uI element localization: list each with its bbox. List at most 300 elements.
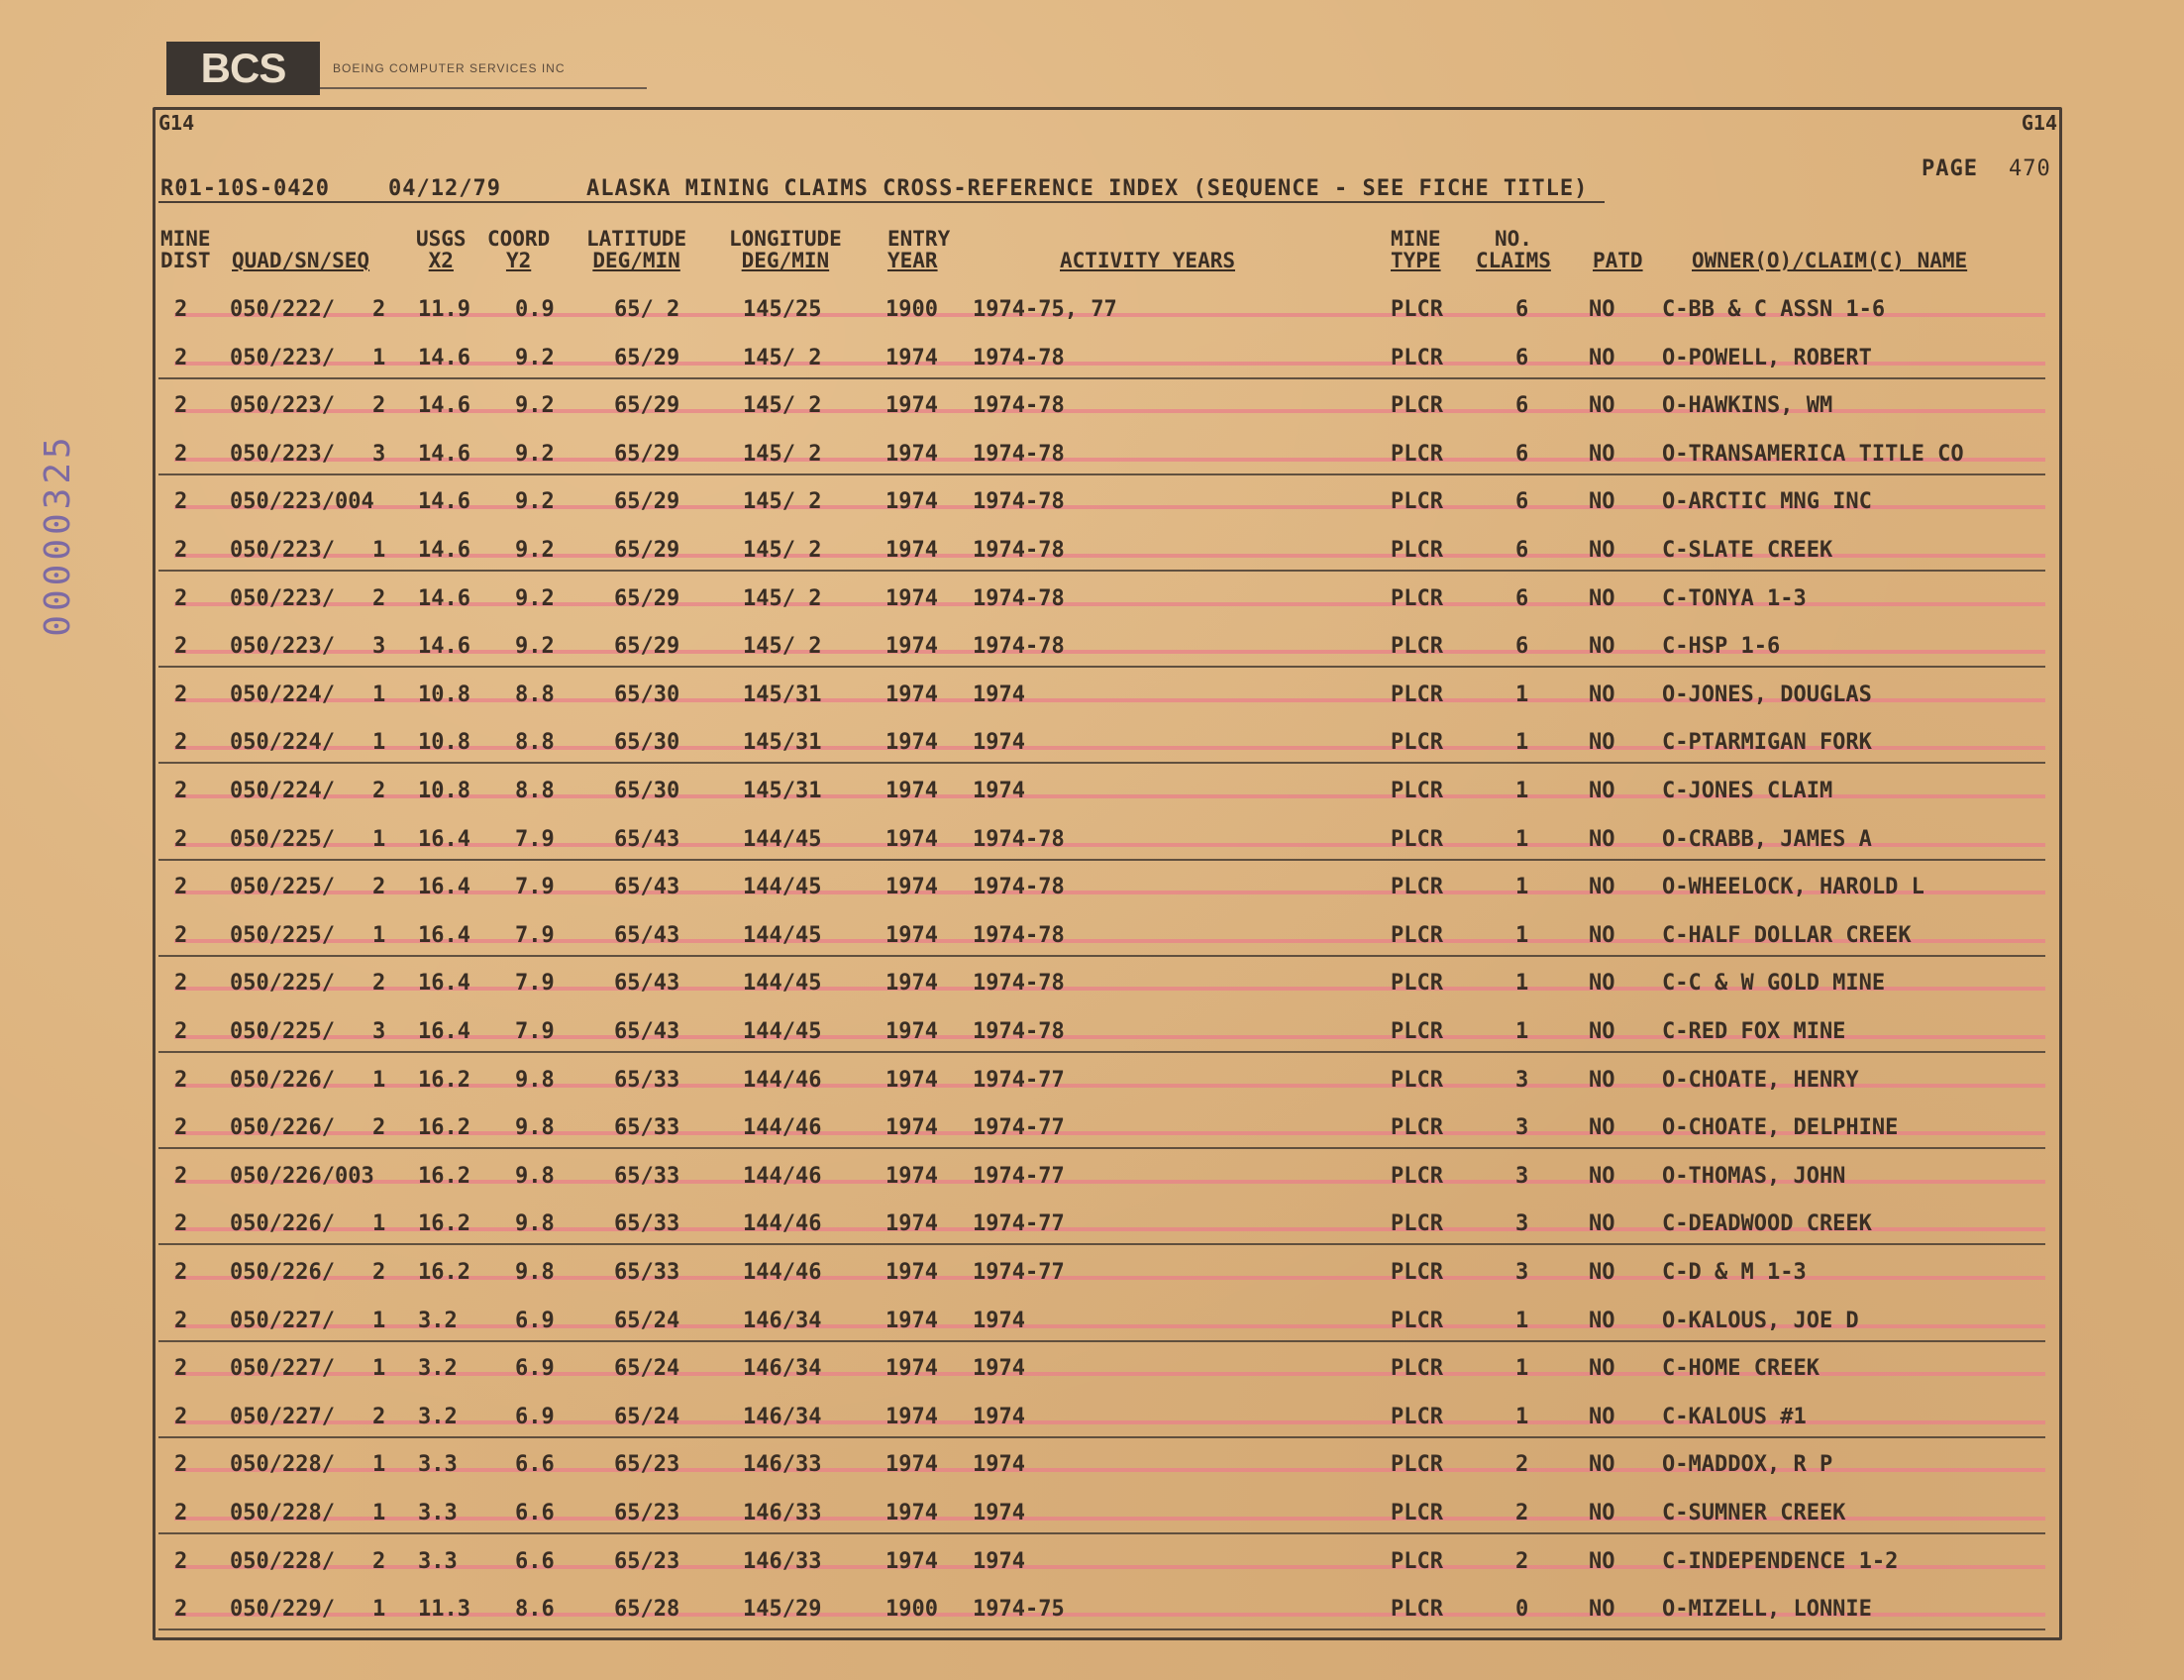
cell-longitude: 145/25 xyxy=(743,297,822,322)
page-label: PAGE xyxy=(1922,157,1978,181)
cell-claims: 3 xyxy=(1515,1260,1529,1285)
cell-x2: 10.8 xyxy=(418,682,470,707)
cell-y2: 9.8 xyxy=(515,1115,555,1141)
cell-latitude: 65/29 xyxy=(614,441,680,467)
row-rule xyxy=(158,473,2045,475)
cell-claims: 1 xyxy=(1515,779,1529,803)
cell-x2: 14.6 xyxy=(418,585,470,611)
table-row xyxy=(0,1105,2184,1153)
cell-y2: 9.2 xyxy=(515,585,555,611)
cell-entry-year: 1900 xyxy=(885,1597,938,1623)
cell-seq: 1 xyxy=(372,345,386,370)
cell-quad: 050/223/004 xyxy=(230,489,374,515)
cell-mine-type: PLCR xyxy=(1391,538,1443,563)
cell-dist: 2 xyxy=(174,1404,188,1429)
cell-patd: NO xyxy=(1589,730,1615,756)
table-row xyxy=(0,624,2184,672)
cell-quad: 050/225/ xyxy=(230,826,335,852)
cell-owner-claim-name: O-JONES, DOUGLAS xyxy=(1662,682,1872,707)
cell-patd: NO xyxy=(1589,345,1615,370)
cell-patd: NO xyxy=(1589,971,1615,997)
cell-activity-years: 1974 xyxy=(973,1548,1025,1574)
cell-patd: NO xyxy=(1589,489,1615,515)
cell-seq: 2 xyxy=(372,1260,386,1285)
row-rule xyxy=(158,377,2045,379)
cell-dist: 2 xyxy=(174,826,188,852)
cell-dist: 2 xyxy=(174,1356,188,1382)
cell-mine-type: PLCR xyxy=(1391,826,1443,852)
cell-dist: 2 xyxy=(174,1260,188,1285)
cell-x2: 14.6 xyxy=(418,489,470,515)
cell-activity-years: 1974-78 xyxy=(973,1019,1065,1044)
cell-y2: 7.9 xyxy=(515,1019,555,1044)
table-row xyxy=(0,1058,2184,1105)
cell-claims: 6 xyxy=(1515,538,1529,563)
cell-mine-type: PLCR xyxy=(1391,1115,1443,1141)
cell-entry-year: 1974 xyxy=(885,1260,938,1285)
cell-mine-type: PLCR xyxy=(1391,1404,1443,1429)
row-rule xyxy=(158,570,2045,572)
cell-longitude: 145/ 2 xyxy=(743,345,822,370)
cell-seq: 2 xyxy=(372,971,386,997)
cell-dist: 2 xyxy=(174,1548,188,1574)
cell-latitude: 65/30 xyxy=(614,682,680,707)
cell-y2: 0.9 xyxy=(515,297,555,322)
cell-latitude: 65/24 xyxy=(614,1356,680,1382)
cell-longitude: 146/34 xyxy=(743,1404,822,1429)
col-header-coord: COORD Y2 xyxy=(487,227,551,272)
cell-entry-year: 1974 xyxy=(885,1067,938,1093)
cell-seq: 3 xyxy=(372,1019,386,1044)
cell-claims: 1 xyxy=(1515,875,1529,900)
cell-latitude: 65/43 xyxy=(614,922,680,948)
cell-longitude: 145/31 xyxy=(743,779,822,803)
cell-y2: 9.2 xyxy=(515,441,555,467)
cell-claims: 3 xyxy=(1515,1067,1529,1093)
table-row xyxy=(0,432,2184,479)
cell-claims: 6 xyxy=(1515,297,1529,322)
cell-claims: 1 xyxy=(1515,1019,1529,1044)
cell-mine-type: PLCR xyxy=(1391,1019,1443,1044)
table-row xyxy=(0,1299,2184,1346)
cell-dist: 2 xyxy=(174,1597,188,1623)
cell-claims: 2 xyxy=(1515,1548,1529,1574)
cell-y2: 8.8 xyxy=(515,730,555,756)
cell-entry-year: 1974 xyxy=(885,730,938,756)
cell-seq: 2 xyxy=(372,585,386,611)
cell-patd: NO xyxy=(1589,1308,1615,1333)
cell-x2: 3.3 xyxy=(418,1452,458,1478)
cell-owner-claim-name: C-JONES CLAIM xyxy=(1662,779,1833,803)
cell-entry-year: 1974 xyxy=(885,489,938,515)
cell-claims: 6 xyxy=(1515,489,1529,515)
cell-longitude: 144/46 xyxy=(743,1211,822,1237)
cell-dist: 2 xyxy=(174,730,188,756)
cell-activity-years: 1974-77 xyxy=(973,1067,1065,1093)
cell-patd: NO xyxy=(1589,1115,1615,1141)
cell-entry-year: 1974 xyxy=(885,682,938,707)
cell-quad: 050/224/ xyxy=(230,682,335,707)
cell-mine-type: PLCR xyxy=(1391,922,1443,948)
cell-patd: NO xyxy=(1589,922,1615,948)
cell-owner-claim-name: C-TONYA 1-3 xyxy=(1662,585,1807,611)
table-row xyxy=(0,528,2184,576)
cell-quad: 050/224/ xyxy=(230,779,335,803)
cell-longitude: 144/46 xyxy=(743,1163,822,1189)
cell-seq: 3 xyxy=(372,441,386,467)
cell-x2: 16.4 xyxy=(418,875,470,900)
cell-mine-type: PLCR xyxy=(1391,971,1443,997)
cell-y2: 6.6 xyxy=(515,1548,555,1574)
cell-activity-years: 1974 xyxy=(973,730,1025,756)
cell-y2: 8.6 xyxy=(515,1597,555,1623)
cell-seq: 3 xyxy=(372,634,386,660)
cell-quad: 050/226/ xyxy=(230,1211,335,1237)
cell-activity-years: 1974-78 xyxy=(973,875,1065,900)
cell-longitude: 145/31 xyxy=(743,682,822,707)
cell-activity-years: 1974-75 xyxy=(973,1597,1065,1623)
cell-quad: 050/226/ xyxy=(230,1260,335,1285)
cell-y2: 8.8 xyxy=(515,779,555,803)
cell-y2: 7.9 xyxy=(515,875,555,900)
cell-y2: 9.2 xyxy=(515,538,555,563)
cell-activity-years: 1974-78 xyxy=(973,345,1065,370)
cell-dist: 2 xyxy=(174,682,188,707)
table-row xyxy=(0,1395,2184,1442)
cell-entry-year: 1974 xyxy=(885,1501,938,1525)
cell-entry-year: 1974 xyxy=(885,1115,938,1141)
table-row xyxy=(0,287,2184,335)
cell-latitude: 65/33 xyxy=(614,1067,680,1093)
table-row xyxy=(0,961,2184,1008)
table-row xyxy=(0,336,2184,383)
cell-seq: 1 xyxy=(372,682,386,707)
cell-x2: 3.3 xyxy=(418,1548,458,1574)
row-rule xyxy=(158,1628,2045,1630)
cell-activity-years: 1974-77 xyxy=(973,1260,1065,1285)
cell-x2: 11.9 xyxy=(418,297,470,322)
cell-longitude: 145/ 2 xyxy=(743,585,822,611)
bcs-logo: BCS xyxy=(166,42,320,95)
cell-claims: 6 xyxy=(1515,393,1529,419)
cell-dist: 2 xyxy=(174,922,188,948)
cell-patd: NO xyxy=(1589,1548,1615,1574)
cell-y2: 6.9 xyxy=(515,1404,555,1429)
cell-quad: 050/223/ xyxy=(230,634,335,660)
cell-longitude: 144/45 xyxy=(743,922,822,948)
cell-dist: 2 xyxy=(174,875,188,900)
row-rule xyxy=(158,1436,2045,1438)
cell-latitude: 65/30 xyxy=(614,730,680,756)
cell-latitude: 65/33 xyxy=(614,1163,680,1189)
cell-longitude: 145/ 2 xyxy=(743,634,822,660)
cell-owner-claim-name: C-HSP 1-6 xyxy=(1662,634,1781,660)
row-rule xyxy=(158,1532,2045,1534)
cell-activity-years: 1974 xyxy=(973,1501,1025,1525)
cell-owner-claim-name: O-ARCTIC MNG INC xyxy=(1662,489,1872,515)
cell-dist: 2 xyxy=(174,489,188,515)
table-row xyxy=(0,913,2184,961)
table-row xyxy=(0,1154,2184,1202)
cell-entry-year: 1974 xyxy=(885,393,938,419)
cell-dist: 2 xyxy=(174,585,188,611)
cell-claims: 6 xyxy=(1515,345,1529,370)
table-row xyxy=(0,1202,2184,1249)
cell-mine-type: PLCR xyxy=(1391,345,1443,370)
cell-claims: 3 xyxy=(1515,1211,1529,1237)
cell-longitude: 146/33 xyxy=(743,1548,822,1574)
cell-seq: 2 xyxy=(372,875,386,900)
cell-owner-claim-name: C-INDEPENDENCE 1-2 xyxy=(1662,1548,1899,1574)
cell-dist: 2 xyxy=(174,441,188,467)
cell-owner-claim-name: C-SUMNER CREEK xyxy=(1662,1501,1846,1525)
cell-longitude: 144/46 xyxy=(743,1115,822,1141)
cell-dist: 2 xyxy=(174,971,188,997)
cell-mine-type: PLCR xyxy=(1391,1501,1443,1525)
cell-patd: NO xyxy=(1589,826,1615,852)
table-row xyxy=(0,817,2184,865)
cell-seq: 2 xyxy=(372,297,386,322)
cell-patd: NO xyxy=(1589,634,1615,660)
cell-owner-claim-name: C-SLATE CREEK xyxy=(1662,538,1833,563)
cell-activity-years: 1974-78 xyxy=(973,634,1065,660)
cell-patd: NO xyxy=(1589,682,1615,707)
cell-quad: 050/229/ xyxy=(230,1597,335,1623)
col-header-activity-years: ACTIVITY YEARS xyxy=(1060,249,1236,272)
cell-latitude: 65/ 2 xyxy=(614,297,680,322)
company-name: BOEING COMPUTER SERVICES INC xyxy=(333,61,566,75)
cell-owner-claim-name: O-TRANSAMERICA TITLE CO xyxy=(1662,441,1964,467)
cell-entry-year: 1974 xyxy=(885,1211,938,1237)
table-row xyxy=(0,673,2184,720)
cell-longitude: 145/ 2 xyxy=(743,489,822,515)
cell-claims: 3 xyxy=(1515,1115,1529,1141)
cell-patd: NO xyxy=(1589,1356,1615,1382)
cell-patd: NO xyxy=(1589,1019,1615,1044)
cell-x2: 10.8 xyxy=(418,730,470,756)
cell-x2: 16.4 xyxy=(418,1019,470,1044)
cell-patd: NO xyxy=(1589,1163,1615,1189)
table-row xyxy=(0,577,2184,624)
cell-dist: 2 xyxy=(174,1308,188,1333)
cell-dist: 2 xyxy=(174,1163,188,1189)
cell-mine-type: PLCR xyxy=(1391,1067,1443,1093)
cell-latitude: 65/43 xyxy=(614,1019,680,1044)
cell-activity-years: 1974-78 xyxy=(973,441,1065,467)
cell-mine-type: PLCR xyxy=(1391,1163,1443,1189)
cell-x2: 16.4 xyxy=(418,826,470,852)
cell-mine-type: PLCR xyxy=(1391,1452,1443,1478)
cell-mine-type: PLCR xyxy=(1391,297,1443,322)
cell-mine-type: PLCR xyxy=(1391,441,1443,467)
cell-longitude: 145/ 2 xyxy=(743,393,822,419)
cell-owner-claim-name: O-CHOATE, DELPHINE xyxy=(1662,1115,1899,1141)
col-header-owner-claim: OWNER(O)/CLAIM(C) NAME xyxy=(1692,249,1968,272)
cell-activity-years: 1974 xyxy=(973,1308,1025,1333)
row-rule xyxy=(158,1147,2045,1149)
cell-y2: 9.8 xyxy=(515,1163,555,1189)
cell-activity-years: 1974 xyxy=(973,682,1025,707)
cell-owner-claim-name: O-MADDOX, R P xyxy=(1662,1452,1833,1478)
cell-quad: 050/223/ xyxy=(230,345,335,370)
cell-latitude: 65/23 xyxy=(614,1452,680,1478)
cell-claims: 1 xyxy=(1515,1308,1529,1333)
cell-patd: NO xyxy=(1589,875,1615,900)
cell-entry-year: 1974 xyxy=(885,345,938,370)
cell-entry-year: 1974 xyxy=(885,634,938,660)
table-row xyxy=(0,1346,2184,1394)
cell-claims: 1 xyxy=(1515,971,1529,997)
cell-patd: NO xyxy=(1589,1260,1615,1285)
report-date: 04/12/79 xyxy=(388,176,501,201)
cell-dist: 2 xyxy=(174,1067,188,1093)
cell-x2: 16.2 xyxy=(418,1163,470,1189)
cell-latitude: 65/43 xyxy=(614,971,680,997)
cell-mine-type: PLCR xyxy=(1391,585,1443,611)
cell-owner-claim-name: C-C & W GOLD MINE xyxy=(1662,971,1886,997)
cell-dist: 2 xyxy=(174,779,188,803)
cell-mine-type: PLCR xyxy=(1391,875,1443,900)
cell-quad: 050/225/ xyxy=(230,971,335,997)
cell-quad: 050/224/ xyxy=(230,730,335,756)
cell-latitude: 65/29 xyxy=(614,538,680,563)
cell-latitude: 65/24 xyxy=(614,1404,680,1429)
cell-x2: 14.6 xyxy=(418,538,470,563)
cell-longitude: 146/33 xyxy=(743,1452,822,1478)
table-row xyxy=(0,479,2184,527)
cell-y2: 8.8 xyxy=(515,682,555,707)
cell-entry-year: 1974 xyxy=(885,826,938,852)
cell-owner-claim-name: O-CRABB, JAMES A xyxy=(1662,826,1872,852)
cell-owner-claim-name: O-HAWKINS, WM xyxy=(1662,393,1833,419)
cell-entry-year: 1900 xyxy=(885,297,938,322)
cell-mine-type: PLCR xyxy=(1391,1211,1443,1237)
cell-mine-type: PLCR xyxy=(1391,1548,1443,1574)
cell-y2: 6.9 xyxy=(515,1308,555,1333)
table-row xyxy=(0,720,2184,768)
cell-longitude: 144/46 xyxy=(743,1260,822,1285)
cell-activity-years: 1974-78 xyxy=(973,585,1065,611)
cell-quad: 050/225/ xyxy=(230,875,335,900)
cell-dist: 2 xyxy=(174,634,188,660)
cell-seq: 1 xyxy=(372,826,386,852)
cell-claims: 0 xyxy=(1515,1597,1529,1623)
form-code-right: G14 xyxy=(2021,111,2057,135)
cell-patd: NO xyxy=(1589,1211,1615,1237)
cell-claims: 1 xyxy=(1515,826,1529,852)
cell-dist: 2 xyxy=(174,345,188,370)
cell-mine-type: PLCR xyxy=(1391,634,1443,660)
cell-y2: 6.9 xyxy=(515,1356,555,1382)
row-rule xyxy=(158,666,2045,668)
cell-quad: 050/223/ xyxy=(230,585,335,611)
cell-owner-claim-name: O-POWELL, ROBERT xyxy=(1662,345,1872,370)
col-header-usgs: USGS X2 xyxy=(416,227,467,272)
cell-seq: 1 xyxy=(372,1356,386,1382)
cell-owner-claim-name: C-D & M 1-3 xyxy=(1662,1260,1807,1285)
cell-patd: NO xyxy=(1589,441,1615,467)
cell-entry-year: 1974 xyxy=(885,1308,938,1333)
cell-quad: 050/223/ xyxy=(230,538,335,563)
cell-y2: 9.2 xyxy=(515,393,555,419)
cell-activity-years: 1974 xyxy=(973,1356,1025,1382)
cell-dist: 2 xyxy=(174,297,188,322)
cell-quad: 050/226/003 xyxy=(230,1163,374,1189)
cell-latitude: 65/28 xyxy=(614,1597,680,1623)
cell-x2: 14.6 xyxy=(418,393,470,419)
table-row xyxy=(0,1539,2184,1587)
cell-activity-years: 1974-75, 77 xyxy=(973,297,1117,322)
cell-quad: 050/223/ xyxy=(230,393,335,419)
cell-owner-claim-name: C-HOME CREEK xyxy=(1662,1356,1820,1382)
col-header-longitude: LONGITUDE DEG/MIN xyxy=(729,227,842,272)
cell-activity-years: 1974-78 xyxy=(973,489,1065,515)
cell-longitude: 144/46 xyxy=(743,1067,822,1093)
row-rule xyxy=(158,762,2045,764)
table-row xyxy=(0,769,2184,816)
cell-mine-type: PLCR xyxy=(1391,682,1443,707)
cell-owner-claim-name: C-DEADWOOD CREEK xyxy=(1662,1211,1872,1237)
cell-claims: 1 xyxy=(1515,1404,1529,1429)
page-stamp-number: 00000325 xyxy=(37,433,78,637)
cell-y2: 7.9 xyxy=(515,922,555,948)
cell-latitude: 65/29 xyxy=(614,345,680,370)
cell-patd: NO xyxy=(1589,1404,1615,1429)
col-header-mine-type: MINE TYPE xyxy=(1391,227,1441,272)
col-header-patd: PATD xyxy=(1593,249,1643,272)
cell-activity-years: 1974-78 xyxy=(973,538,1065,563)
cell-patd: NO xyxy=(1589,393,1615,419)
cell-quad: 050/226/ xyxy=(230,1067,335,1093)
cell-activity-years: 1974 xyxy=(973,1404,1025,1429)
cell-mine-type: PLCR xyxy=(1391,489,1443,515)
report-id: R01-10S-0420 xyxy=(160,176,330,201)
cell-seq: 1 xyxy=(372,1501,386,1525)
cell-x2: 16.2 xyxy=(418,1211,470,1237)
cell-entry-year: 1974 xyxy=(885,1452,938,1478)
cell-entry-year: 1974 xyxy=(885,779,938,803)
cell-x2: 14.6 xyxy=(418,441,470,467)
cell-quad: 050/227/ xyxy=(230,1404,335,1429)
cell-longitude: 146/34 xyxy=(743,1308,822,1333)
col-header-quad: QUAD/SN/SEQ xyxy=(232,249,370,272)
cell-latitude: 65/29 xyxy=(614,489,680,515)
cell-entry-year: 1974 xyxy=(885,971,938,997)
cell-activity-years: 1974-78 xyxy=(973,826,1065,852)
cell-x2: 3.3 xyxy=(418,1501,458,1525)
cell-quad: 050/228/ xyxy=(230,1452,335,1478)
cell-longitude: 144/45 xyxy=(743,826,822,852)
cell-claims: 6 xyxy=(1515,634,1529,660)
cell-latitude: 65/29 xyxy=(614,393,680,419)
col-header-latitude: LATITUDE DEG/MIN xyxy=(586,227,687,272)
cell-quad: 050/228/ xyxy=(230,1501,335,1525)
cell-entry-year: 1974 xyxy=(885,922,938,948)
cell-seq: 2 xyxy=(372,1548,386,1574)
cell-entry-year: 1974 xyxy=(885,1548,938,1574)
cell-owner-claim-name: C-PTARMIGAN FORK xyxy=(1662,730,1872,756)
cell-longitude: 145/31 xyxy=(743,730,822,756)
cell-mine-type: PLCR xyxy=(1391,1308,1443,1333)
table-row xyxy=(0,383,2184,431)
cell-y2: 6.6 xyxy=(515,1501,555,1525)
cell-dist: 2 xyxy=(174,393,188,419)
cell-latitude: 65/33 xyxy=(614,1211,680,1237)
cell-patd: NO xyxy=(1589,1067,1615,1093)
form-code-left: G14 xyxy=(158,111,195,135)
cell-latitude: 65/33 xyxy=(614,1115,680,1141)
cell-mine-type: PLCR xyxy=(1391,1597,1443,1623)
